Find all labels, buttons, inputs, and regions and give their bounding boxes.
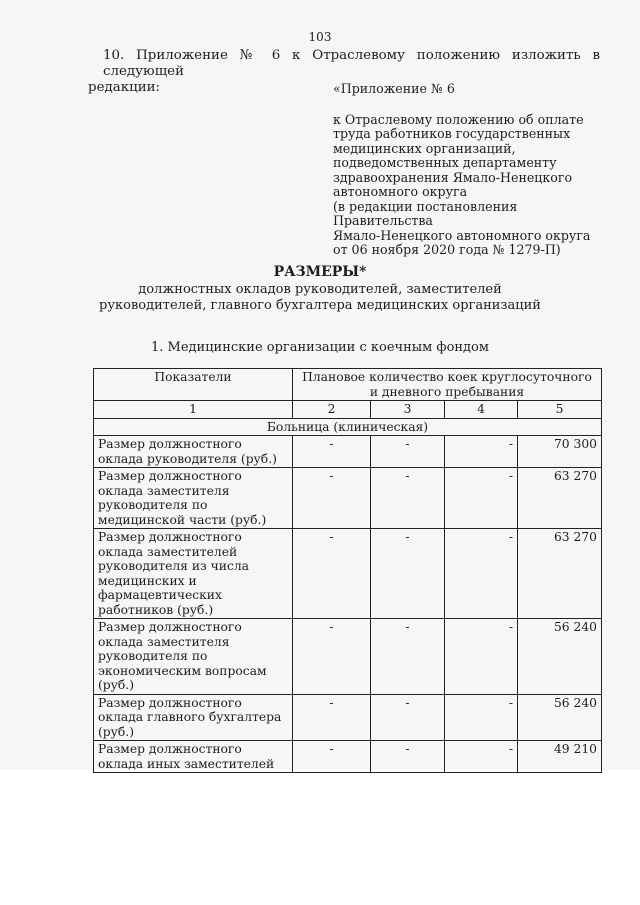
appendix-line: от 06 ноября 2020 года № 1279-П) — [333, 242, 561, 257]
table-number-cell: 1 — [94, 401, 293, 419]
appendix-line: подведомственных департаменту — [333, 155, 557, 170]
appendix-block — [333, 82, 613, 258]
table-cell: - — [293, 694, 371, 741]
heading-line: должностных окладов руководителей, заместителей — [138, 282, 502, 297]
intro-line: 10. Приложение № 6 к Отраслевому положению изложить в следующей — [103, 48, 600, 79]
intro-line: редакции: — [88, 80, 161, 95]
table-group-row — [94, 418, 602, 436]
table-cell: - — [445, 694, 518, 741]
table-header-cell: Показатели — [94, 369, 293, 401]
table-cell: - — [445, 436, 518, 468]
table-label-cell: Размер должностного оклада главного бухгалтера (руб.) — [94, 694, 293, 741]
table-label-cell: Размер должностного оклада иных заместителей — [94, 741, 293, 773]
table-cell: - — [293, 468, 371, 529]
page-number: 103 — [308, 30, 332, 44]
table-header-row — [94, 369, 602, 401]
table-cell: - — [293, 619, 371, 695]
appendix-line: к Отраслевому положению об оплате — [333, 111, 584, 127]
table-cell: - — [445, 619, 518, 695]
appendix-line: здравоохранения Ямало-Ненецкого — [333, 169, 573, 185]
table-row — [94, 468, 602, 529]
table-cell: - — [445, 529, 518, 619]
table-number-cell: 5 — [518, 401, 602, 419]
table-cell: - — [445, 468, 518, 529]
table-cell: - — [371, 436, 445, 468]
table-value-cell: 63 270 — [518, 468, 602, 529]
table-row — [94, 619, 602, 695]
table-value-cell: 70 300 — [518, 436, 602, 468]
appendix-title: «Приложение № 6 — [333, 81, 455, 96]
table-value-cell: 56 240 — [518, 619, 602, 695]
table-label-cell: Размер должностного оклада заместителя руководителя по медицинской части (руб.) — [94, 468, 293, 529]
table-number-row — [94, 401, 602, 419]
section-title: 1. Медицинские организации с коечным фондом — [150, 340, 489, 355]
heading-title: РАЗМЕРЫ* — [273, 264, 367, 280]
table-cell: - — [371, 741, 445, 773]
table-row — [94, 436, 602, 468]
appendix-line: (в редакции постановления Правительства — [333, 198, 518, 228]
table-label-cell: Размер должностного оклада руководителя (руб.) — [94, 436, 293, 468]
table-cell: - — [371, 529, 445, 619]
table-row — [94, 741, 602, 773]
table-cell: - — [293, 741, 371, 773]
appendix-line: автономного округа — [333, 184, 468, 199]
table-number-cell: 3 — [371, 401, 445, 419]
table-cell: - — [293, 436, 371, 468]
table-header-cell: Плановое количество коек круглосуточного и дневного пребывания — [293, 369, 602, 401]
document-heading — [0, 263, 640, 313]
table-value-cell: 56 240 — [518, 694, 602, 741]
appendix-line: труда работников государственных — [333, 126, 571, 141]
table-cell: - — [445, 741, 518, 773]
appendix-line: медицинских организаций, — [333, 140, 516, 156]
table-cell: - — [371, 468, 445, 529]
table-value-cell: 49 210 — [518, 741, 602, 773]
table-label-cell: Размер должностного оклада заместителей руководителя из числа медицинских и фармацевтических работников (руб.) — [94, 529, 293, 619]
table-number-cell: 2 — [293, 401, 371, 419]
table-cell: - — [293, 529, 371, 619]
table-row — [94, 694, 602, 741]
table-cell: - — [371, 694, 445, 741]
appendix-line: Ямало-Ненецкого автономного округа — [333, 227, 591, 243]
table-label-cell: Размер должностного оклада заместителя руководителя по экономическим вопросам (руб.) — [94, 619, 293, 695]
table-group-cell: Больница (клиническая) — [94, 418, 602, 436]
salary-table — [93, 368, 602, 773]
table-value-cell: 63 270 — [518, 529, 602, 619]
heading-line: руководителей, главного бухгалтера медицинских организаций — [99, 297, 541, 313]
table-number-cell: 4 — [445, 401, 518, 419]
table-row — [94, 529, 602, 619]
table-cell: - — [371, 619, 445, 695]
